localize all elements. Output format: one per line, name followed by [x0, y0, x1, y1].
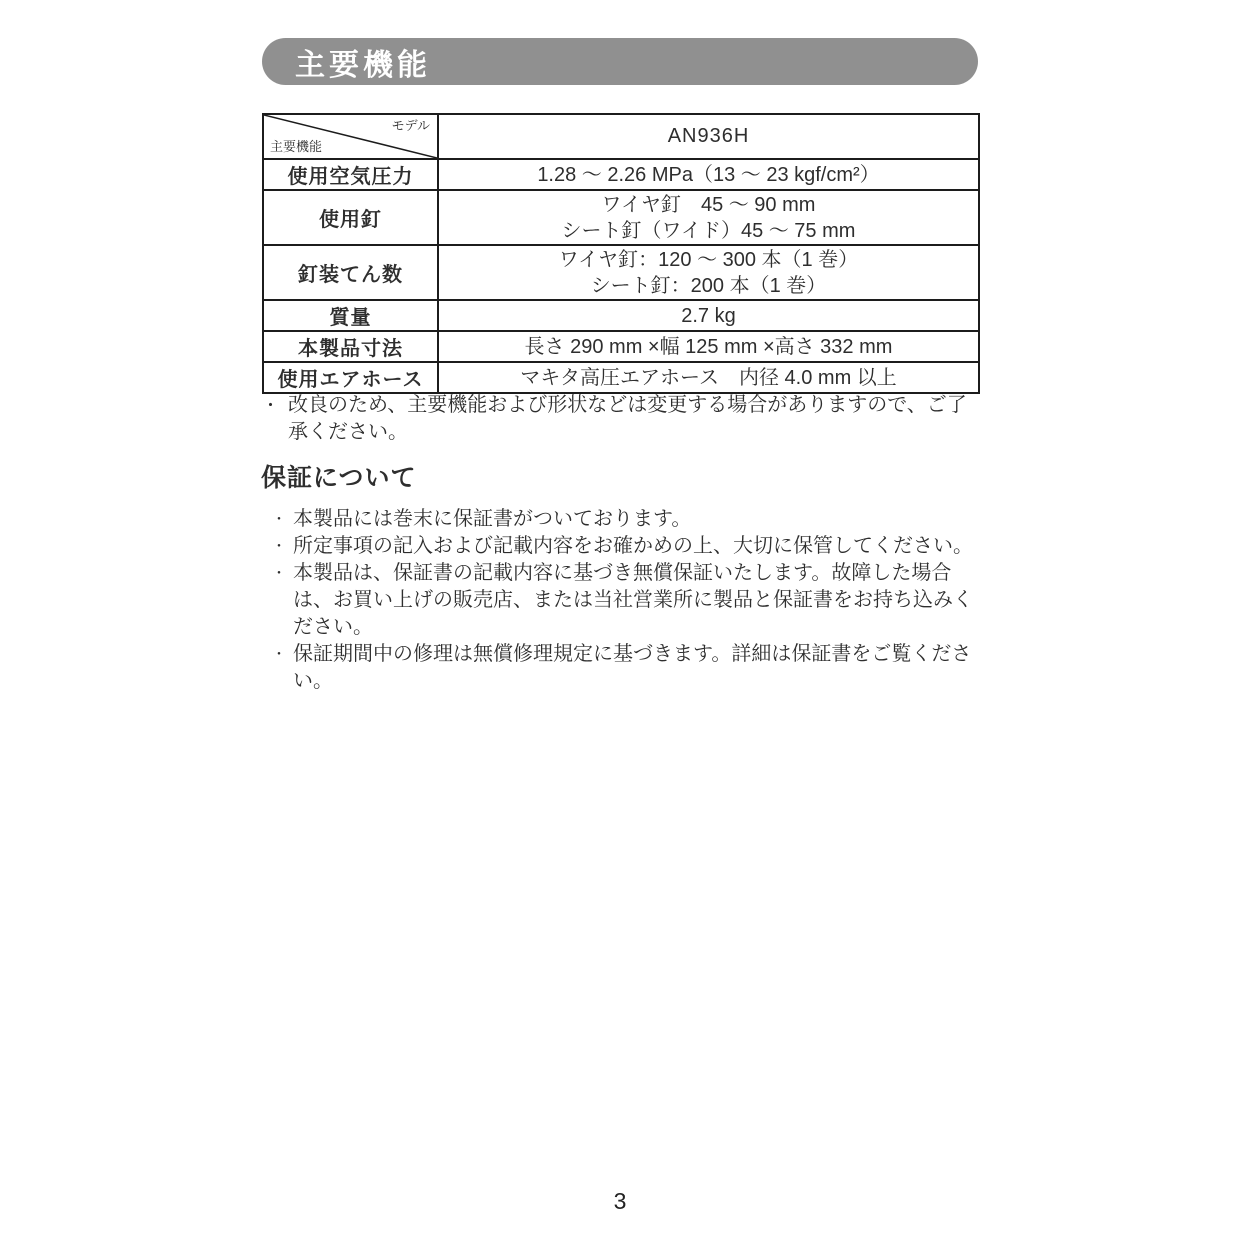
list-item-text: 本製品は、保証書の記載内容に基づき無償保証いたします。故障した場合は、お買い上げの販売店、または当社営業所に製品と保証書をお持ち込みください。: [293, 562, 973, 638]
spec-value: [438, 245, 979, 300]
table-row: [263, 300, 979, 331]
list-item-text: 保証期間中の修理は無償修理規定に基づきます。詳細は保証書をご覧ください。: [293, 643, 972, 692]
spec-label: 釘装てん数: [263, 245, 438, 300]
spec-value-line: マキタ高圧エアホース 内径 4.0 mm 以上: [520, 366, 897, 389]
section-title: 主要機能: [295, 48, 431, 82]
spec-value-line: ワイヤ釘 45 ～ 90 mm: [601, 193, 816, 216]
table-row: [263, 190, 979, 245]
list-item: [272, 560, 988, 641]
spec-value-line: ワイヤ釘：120 ～ 300 本（1 巻）: [558, 248, 859, 271]
bullet-dot: ・: [272, 646, 286, 662]
section-band: [262, 38, 978, 85]
bullet-dot: ・: [262, 396, 279, 415]
spec-value: [438, 159, 979, 190]
list-item: [272, 533, 988, 560]
bullet-dot: ・: [272, 538, 286, 554]
table-row: [263, 362, 979, 393]
spec-value-line: 2.7 kg: [681, 304, 736, 327]
corner-label-features: 主要機能: [270, 139, 323, 154]
model-value-cell: AN936H: [438, 114, 979, 159]
table-note: [262, 392, 986, 446]
list-item-text: 所定事項の記入および記載内容をお確かめの上、大切に保管してください。: [293, 535, 973, 557]
spec-label: 使用エアホース: [263, 362, 438, 393]
list-item: [272, 641, 988, 695]
spec-value: [438, 331, 979, 362]
spec-value-line: シート釘：200 本（1 巻）: [590, 274, 827, 297]
table-header-row: [263, 114, 979, 159]
warranty-list: [272, 506, 988, 695]
table-corner-cell: [263, 114, 438, 159]
bullet-dot: ・: [272, 511, 286, 527]
table-row: [263, 245, 979, 300]
spec-value: [438, 300, 979, 331]
note-text: 改良のため、主要機能および形状などは変更する場合がありますので、ご了承ください。: [288, 394, 967, 443]
bullet-dot: ・: [272, 565, 286, 581]
spec-label: 使用釘: [263, 190, 438, 245]
spec-table: [262, 113, 980, 394]
spec-label: 使用空気圧力: [263, 159, 438, 190]
spec-value: [438, 362, 979, 393]
spec-value: [438, 190, 979, 245]
list-item-text: 本製品には巻末に保証書がついております。: [293, 508, 692, 530]
spec-label: 質量: [263, 300, 438, 331]
spec-value-line: 長さ 290 mm ×幅 125 mm ×高さ 332 mm: [524, 335, 893, 358]
spec-label: 本製品寸法: [263, 331, 438, 362]
spec-value-line: シート釘（ワイド）45 ～ 75 mm: [561, 219, 856, 242]
page-number: 3: [613, 1188, 627, 1214]
table-row: [263, 159, 979, 190]
corner-label-model: モデル: [391, 118, 430, 133]
table-row: [263, 331, 979, 362]
warranty-heading: 保証について: [261, 464, 417, 492]
list-item: [272, 506, 988, 533]
spec-value-line: 1.28 ～ 2.26 MPa（13 ～ 23 kgf/cm²）: [537, 163, 880, 186]
